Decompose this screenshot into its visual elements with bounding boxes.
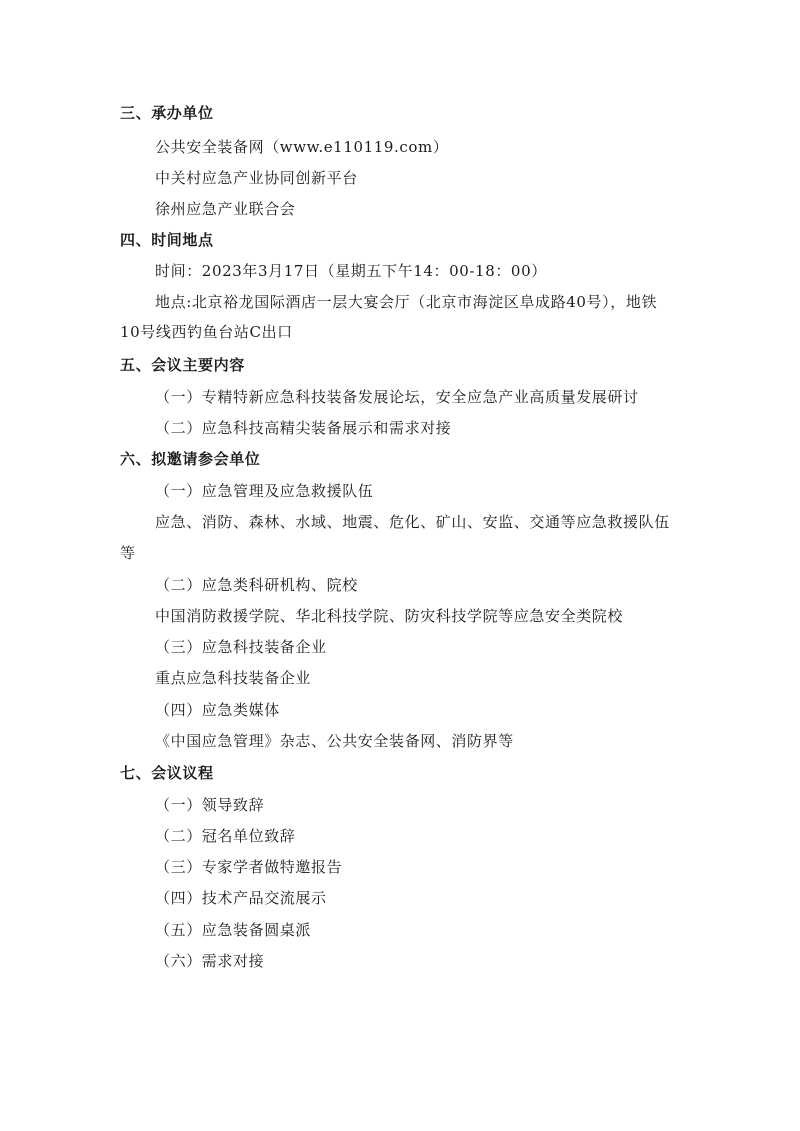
place-line: 地点:北京裕龙国际酒店一层大宴会厅（北京市海淀区阜成路40号），地铁	[155, 293, 658, 311]
agenda-item: （三）专家学者做特邀报告	[155, 858, 343, 876]
heading-agenda: 七、会议议程	[120, 764, 214, 782]
agenda-item: （四）技术产品交流展示	[155, 889, 327, 907]
organizer-line: 徐州应急产业联合会	[155, 200, 296, 218]
agenda-item: （六）需求对接	[155, 952, 265, 970]
invited-group-text: 中国消防救援学院、华北科技学院、防灾科技学院等应急安全类院校	[155, 607, 624, 625]
invited-group-title: （三）应急科技装备企业	[155, 638, 327, 656]
invited-group-text: 重点应急科技装备企业	[155, 669, 312, 687]
heading-invited-units: 六、拟邀请参会单位	[120, 450, 261, 468]
content-item: （二）应急科技高精尖装备展示和需求对接	[155, 419, 452, 437]
heading-main-content: 五、会议主要内容	[120, 356, 245, 374]
invited-group-text: 应急、消防、森林、水域、地震、危化、矿山、安监、交通等应急救援队伍	[155, 513, 670, 531]
invited-group-title: （四）应急类媒体	[155, 701, 280, 719]
heading-time-place: 四、时间地点	[120, 231, 214, 249]
agenda-item: （二）冠名单位致辞	[155, 827, 296, 845]
agenda-item: （一）领导致辞	[155, 796, 265, 814]
invited-group-text: 《中国应急管理》杂志、公共安全装备网、消防界等	[155, 732, 514, 750]
organizer-line: 公共安全装备网（www.e110119.com）	[155, 138, 449, 156]
content-item: （一）专精特新应急科技装备发展论坛，安全应急产业高质量发展研讨	[155, 388, 639, 406]
invited-group-title: （二）应急类科研机构、院校	[155, 576, 358, 594]
organizer-line: 中关村应急产业协同创新平台	[155, 169, 358, 187]
place-line-continued: 10号线西钓鱼台站C出口	[120, 323, 293, 341]
invited-group-title: （一）应急管理及应急救援队伍	[155, 482, 374, 500]
agenda-item: （五）应急装备圆桌派	[155, 921, 312, 939]
heading-organizers: 三、承办单位	[120, 104, 214, 122]
invited-group-text-continued: 等	[120, 544, 136, 562]
time-line: 时间：2023年3月17日（星期五下午14：00-18：00）	[155, 262, 547, 280]
